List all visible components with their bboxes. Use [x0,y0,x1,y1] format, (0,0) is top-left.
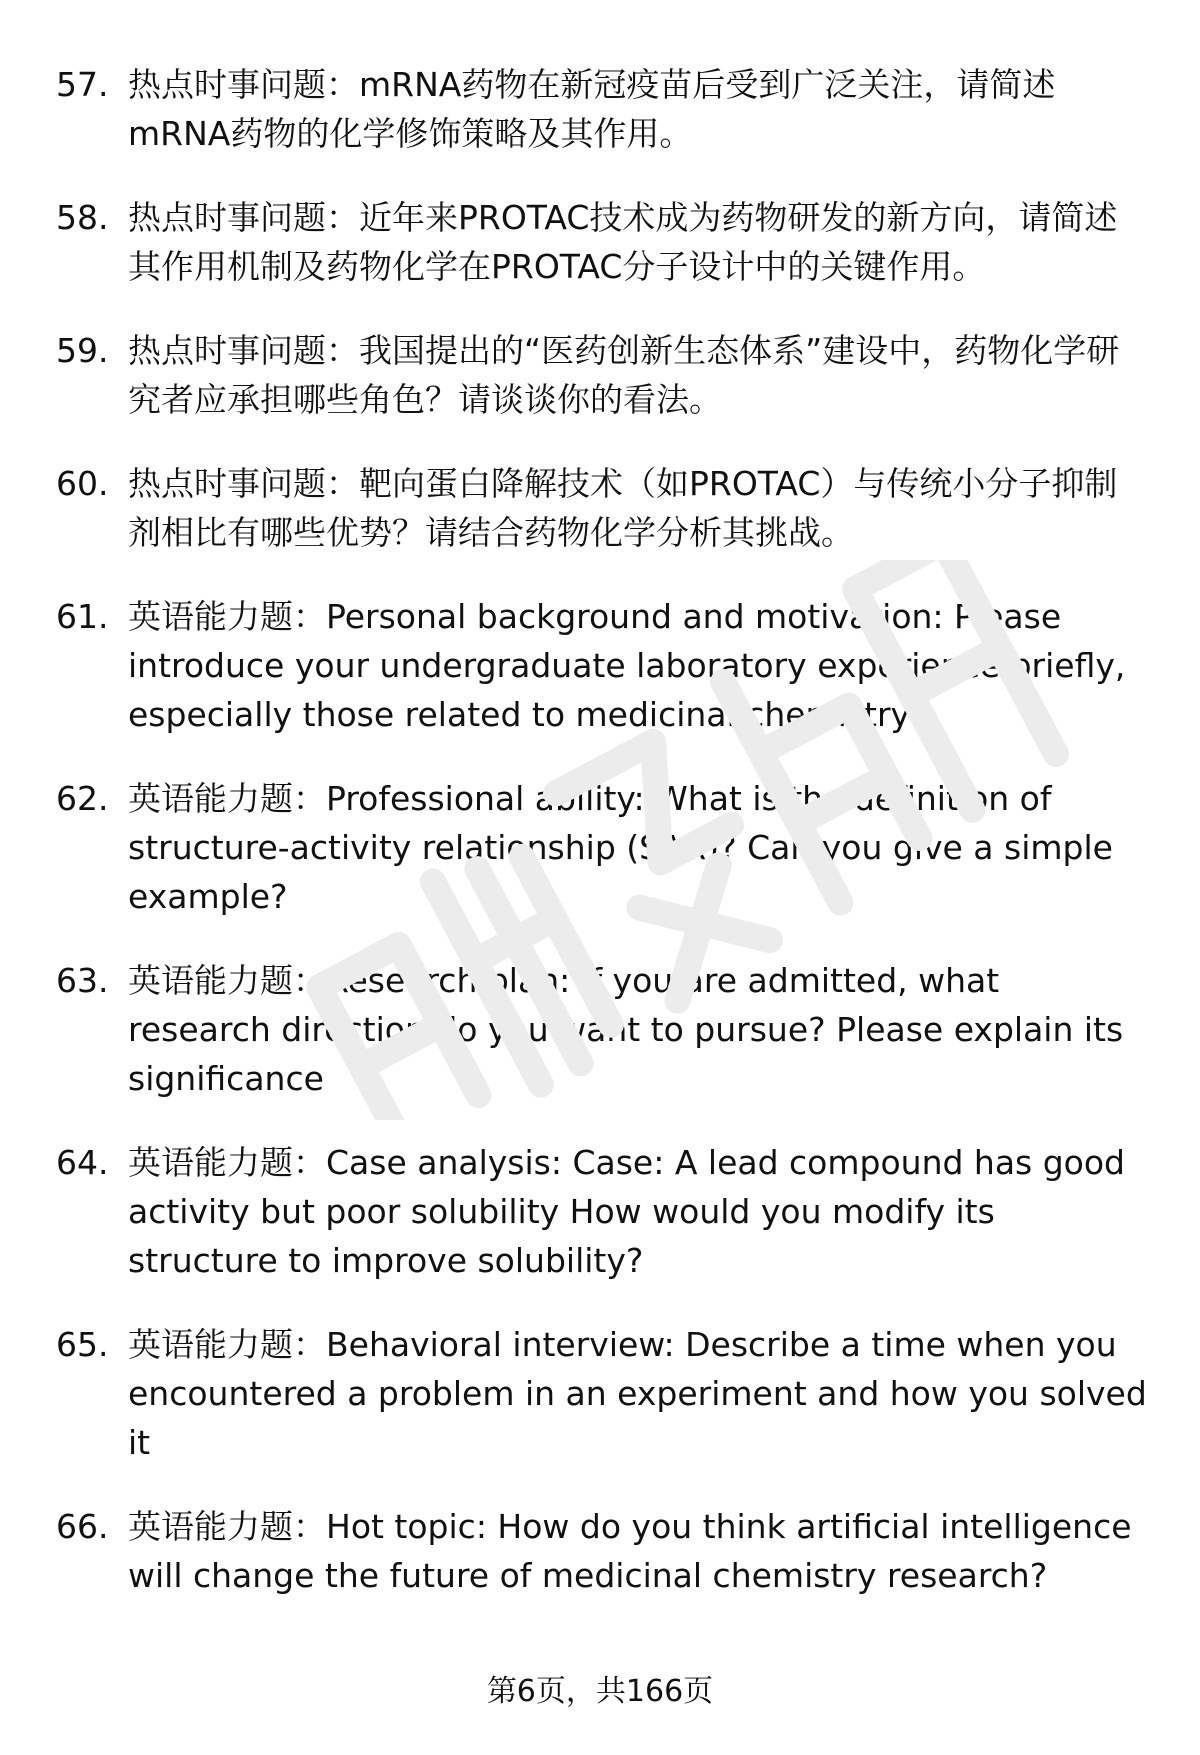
question-text: 热点时事问题：我国提出的“医药创新生态体系”建设中，药物化学研究者应承担哪些角色？请谈谈你的看法。 [128,331,1120,419]
question-text: 英语能力题：Professional ability: What is the definition of structure-activity relationship (SAR)? Can you give a simple example? [128,779,1113,916]
question-number: 66. [56,1507,109,1546]
question-item [56,60,1148,158]
question-text: 热点时事问题：靶向蛋白降解技术（如PROTAC）与传统小分子抑制剂相比有哪些优势？请结合药物化学分析其挑战。 [128,464,1118,552]
question-item [56,459,1148,557]
question-text: 英语能力题：Case analysis: Case: A lead compound has good activity but poor solubility How would you modify its structure to improve solubility? [128,1143,1126,1280]
question-number: 58. [56,198,109,237]
question-item [56,1138,1148,1285]
question-number: 61. [56,597,109,636]
question-item [56,193,1148,291]
question-number: 60. [56,464,109,503]
question-item [56,774,1148,921]
question-text: 英语能力题：Research plan: If you are admitted, what research direction do you want to pursue? Please explain its significance [128,961,1124,1098]
question-number: 62. [56,779,109,818]
question-item [56,1320,1148,1467]
question-number: 63. [56,961,109,1000]
question-number: 65. [56,1325,109,1364]
question-list [56,60,1148,1600]
question-text: 英语能力题：Behavioral interview: Describe a time when you encountered a problem in an experiment and how you solved it [128,1325,1147,1462]
question-item [56,956,1148,1103]
question-item [56,592,1148,739]
page-number-footer: 第6页，共166页 [486,1674,714,1709]
question-item [56,1502,1148,1600]
question-number: 64. [56,1143,109,1182]
question-text: 英语能力题：Hot topic: How do you think artificial intelligence will change the future of medicinal chemistry research? [128,1507,1132,1595]
question-number: 57. [56,65,109,104]
question-number: 59. [56,331,109,370]
question-text: 热点时事问题：mRNA药物在新冠疫苗后受到广泛关注，请简述mRNA药物的化学修饰策略及其作用。 [128,65,1056,153]
question-text: 英语能力题：Personal background and motivation: Please introduce your undergraduate laboratory experience briefly, especially those related to medicinal chemistry [128,597,1126,734]
question-item [56,326,1148,424]
question-text: 热点时事问题：近年来PROTAC技术成为药物研发的新方向，请简述其作用机制及药物化学在PROTAC分子设计中的关键作用。 [128,198,1118,286]
